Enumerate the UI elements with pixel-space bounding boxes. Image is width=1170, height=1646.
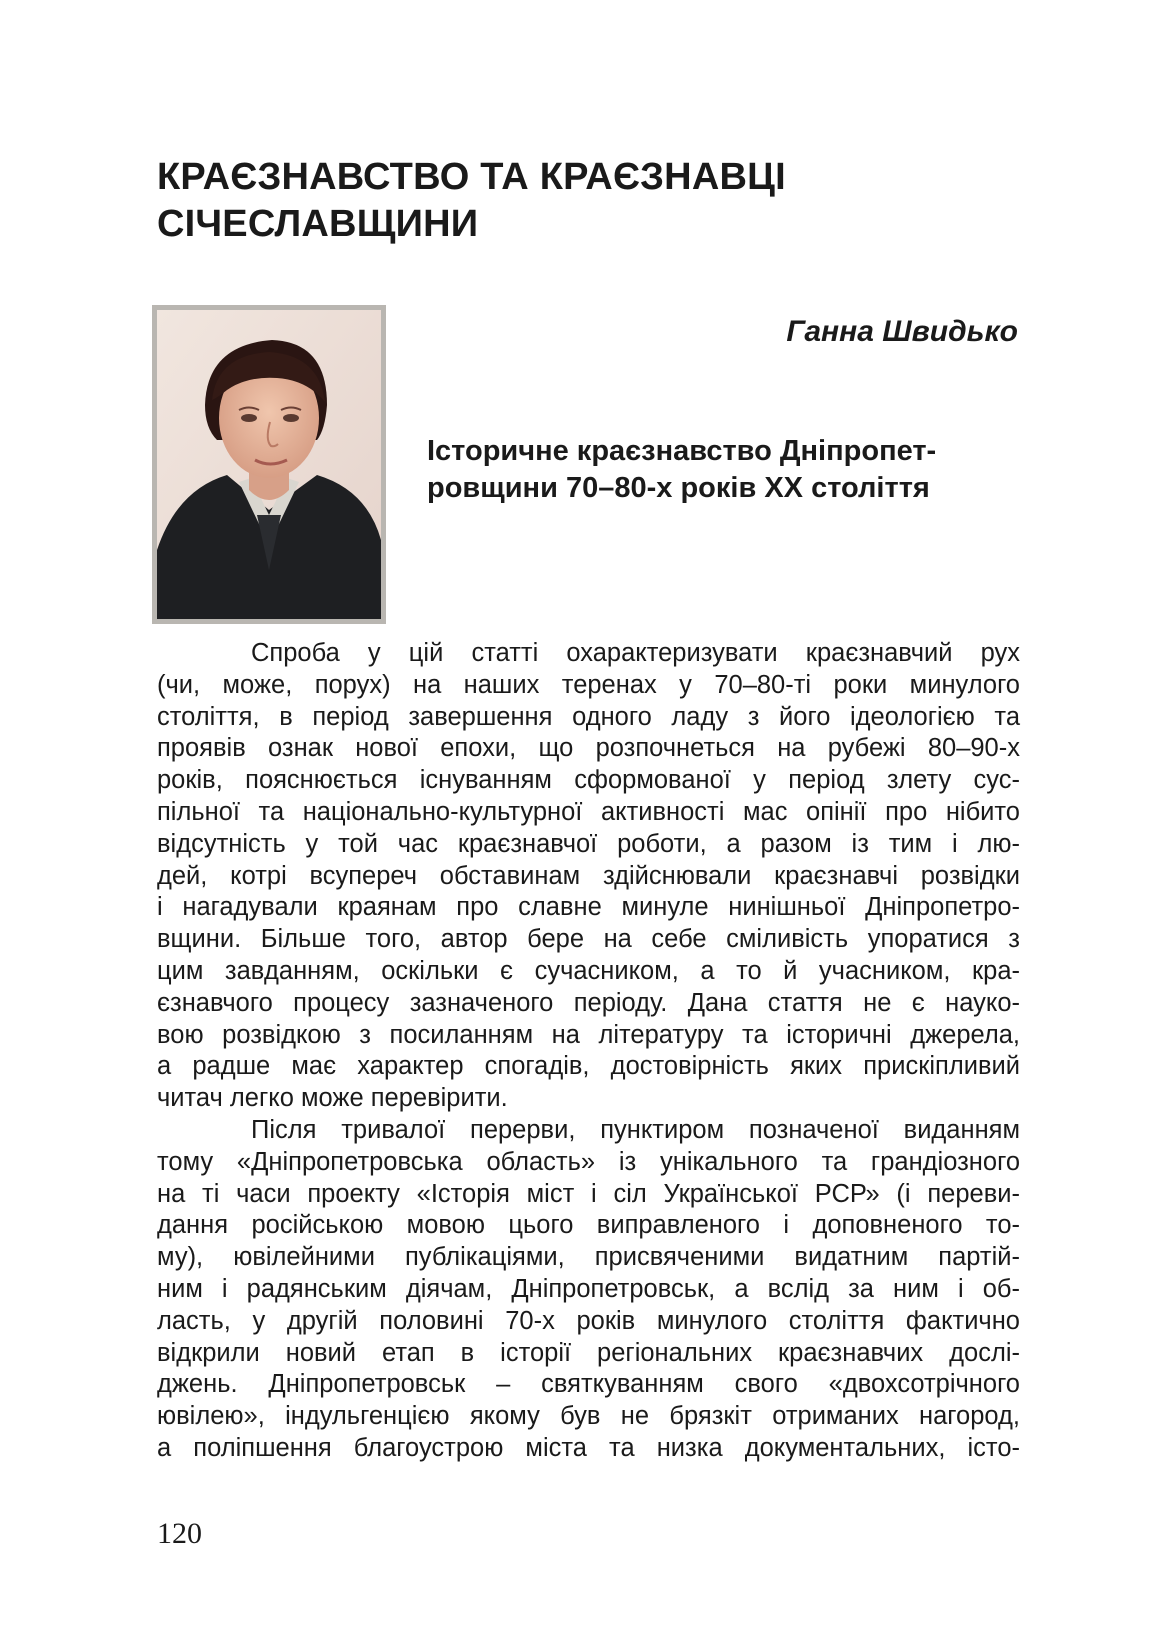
text-line: проявів ознак нової епохи, що розпочнеться на рубежі 80–90-х: [157, 734, 1020, 763]
text-line: ним і радянським діячам, Дніпропетровськ, а вслід за ним і об-: [157, 1274, 1020, 1303]
author-name: Ганна Швидько: [786, 315, 1018, 348]
section-title-line-2: СІЧЕСЛАВЩИНИ: [157, 203, 479, 245]
text-line: дей, котрі всупереч обставинам здійснювали краєзнавчі розвідки: [157, 861, 1020, 890]
text-line: цим завданням, оскільки є сучасником, а то й учасником, кра-: [157, 956, 1020, 985]
article-title-line-1: Історичне краєзнавство Дніпропет-: [427, 435, 937, 467]
text-line: і нагадували краянам про славне минуле нинішньої Дніпропетро-: [157, 893, 1020, 922]
text-line: (чи, може, порух) на наших теренах у 70–80-ті роки минулого: [157, 670, 1020, 699]
text-line: на ті часи проекту «Історія міст і сіл Української РСР» (і переви-: [157, 1179, 1020, 1208]
text-line: років, пояснюється існуванням сформованої у період злету сус-: [157, 766, 1020, 795]
text-line: вою розвідкою з посиланням на літературу та історичні джерела,: [157, 1020, 1020, 1049]
text-line: відсутність у той час краєзнавчої роботи, а разом із тим і лю-: [157, 829, 1020, 858]
article-title: [427, 433, 1020, 507]
article-title-line-2: ровщини 70–80-х років ХХ століття: [427, 472, 930, 504]
text-line: Спроба у цій статті охарактеризувати краєзнавчий рух: [251, 639, 1020, 667]
text-line: Після тривалої перерви, пунктиром позначеної виданням: [251, 1115, 1020, 1144]
text-line: століття, в період завершення одного ладу з його ідеологією та: [157, 702, 1020, 731]
text-line: а радше має характер спогадів, достовірність яких прискіпливий: [157, 1052, 1020, 1081]
page-number: 120: [157, 1517, 202, 1550]
text-line: пільної та національно-культурної активності мас опінії про нібито: [157, 797, 1020, 826]
text-line: ювілею», індульгенцією якому був не брязкіт отриманих нагород,: [157, 1402, 1020, 1431]
text-line: ласть, у другій половині 70-х років минулого століття фактично: [157, 1306, 1020, 1335]
author-portrait-image: [157, 310, 381, 619]
section-title: [157, 154, 1037, 248]
section-title-line-1: КРАЄЗНАВСТВО ТА КРАЄЗНАВЦІ: [157, 156, 786, 198]
author-photo: [152, 305, 386, 624]
paragraph: [157, 1115, 1020, 1465]
text-line: тому «Дніпропетровська область» із унікального та грандіозного: [157, 1147, 1020, 1176]
paragraph: [157, 638, 1020, 1115]
text-line: а поліпшення благоустрою міста та низка документальних, істо-: [157, 1433, 1020, 1462]
text-line: єзнавчого процесу зазначеного періоду. Дана стаття не є науко-: [157, 988, 1020, 1017]
text-line: дання російською мовою цього виправленого і доповненого то-: [157, 1211, 1020, 1240]
text-line: відкрили новий етап в історії регіональних краєзнавчих дослі-: [157, 1338, 1020, 1367]
text-line: вщини. Більше того, автор бере на себе сміливість упоратися з: [157, 925, 1020, 954]
text-line: му), ювілейними публікаціями, присвяченими видатним партій-: [157, 1243, 1020, 1272]
article-body: [157, 638, 1020, 1465]
text-line: читач легко може перевірити.: [157, 1084, 508, 1113]
text-line: джень. Дніпропетровськ – святкуванням свого «двохсотрічного: [157, 1370, 1020, 1399]
